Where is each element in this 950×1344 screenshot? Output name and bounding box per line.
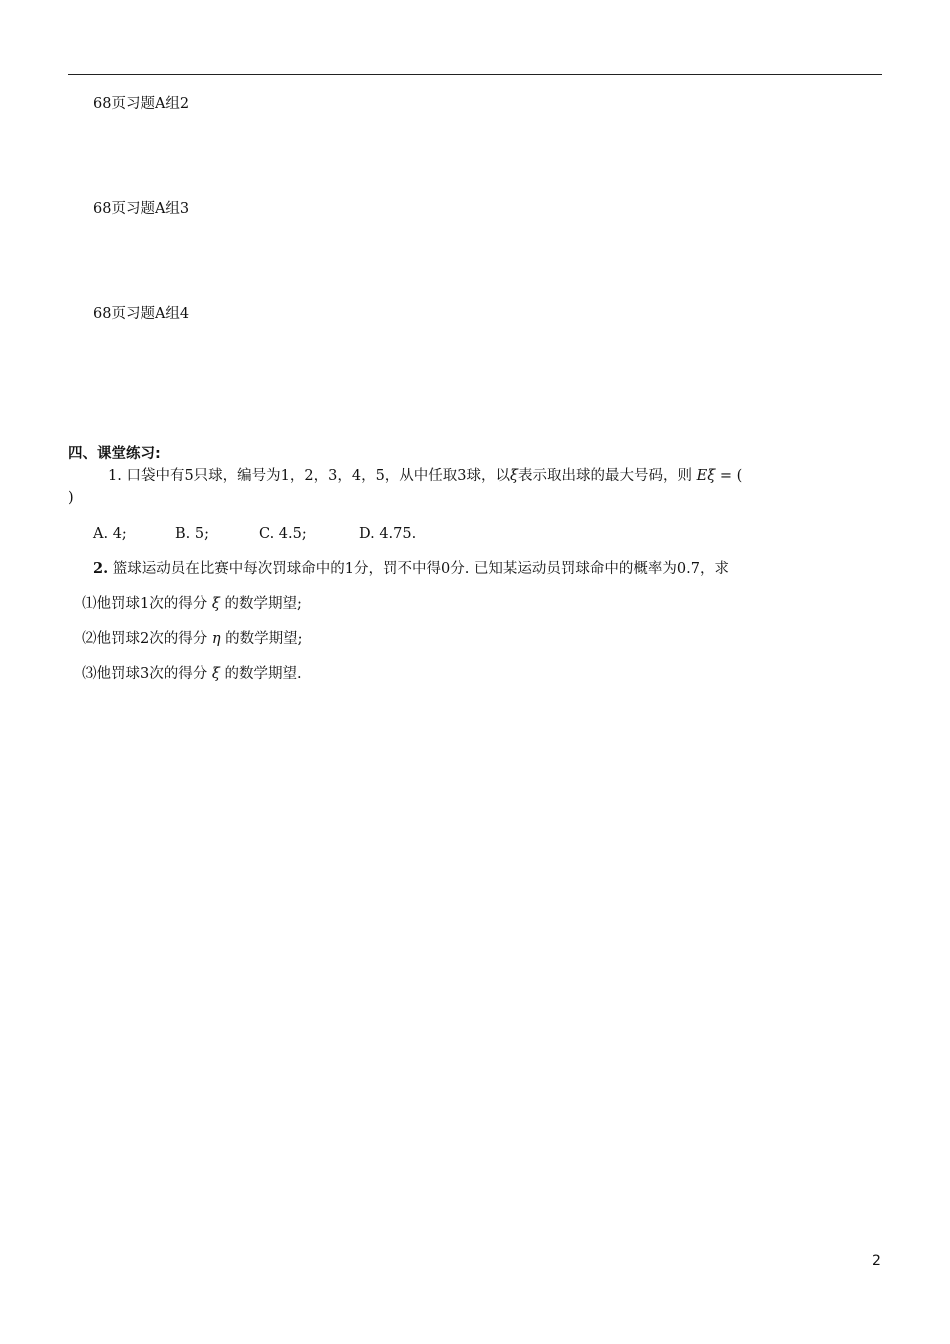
- open-paren: (: [736, 468, 743, 484]
- option-c: C. 4.5;: [259, 526, 307, 542]
- close-paren: ): [68, 490, 74, 506]
- option-a: A. 4;: [93, 526, 127, 542]
- exercise-a2: 68页习题A组2: [93, 96, 190, 112]
- option-b: B. 5;: [175, 526, 209, 542]
- part-2-prefix: ⑵他罚球2次的得分: [82, 631, 208, 647]
- part-3-prefix: ⑶他罚球3次的得分: [82, 666, 208, 682]
- page-number: 2: [872, 1253, 881, 1269]
- question-2-number: 2.: [93, 560, 109, 577]
- question-2-part-3: [82, 664, 302, 684]
- part-1-symbol: ξ: [211, 596, 220, 612]
- part-3-suffix: 的数学期望.: [224, 666, 302, 682]
- part-1-suffix: 的数学期望;: [224, 596, 302, 612]
- part-2-symbol: η: [211, 631, 221, 647]
- exercise-a3: 68页习题A组3: [93, 201, 190, 217]
- header-rule: [68, 74, 882, 75]
- question-2: [93, 559, 729, 579]
- question-2-part-1: [82, 594, 302, 614]
- part-1-prefix: ⑴他罚球1次的得分: [82, 596, 208, 612]
- expectation-symbol: Eξ =: [696, 468, 732, 484]
- exercise-a4: 68页习题A组4: [93, 306, 190, 322]
- section-title: 四、课堂练习:: [68, 446, 161, 462]
- question-1-options: [93, 524, 416, 544]
- option-d: D. 4.75.: [359, 526, 417, 542]
- question-1: [108, 466, 742, 486]
- question-1-stem-mid: 表示取出球的最大号码，则: [518, 468, 693, 484]
- question-2-part-2: [82, 629, 303, 649]
- question-1-stem: 1. 口袋中有5只球，编号为1，2，3，4，5，从中任取3球，以: [108, 468, 511, 484]
- question-2-stem: 篮球运动员在比赛中每次罚球命中的1分，罚不中得0分. 已知某运动员罚球命中的概率为0.7，求: [112, 561, 729, 577]
- xi-symbol: ξ: [510, 468, 519, 484]
- part-2-suffix: 的数学期望;: [225, 631, 303, 647]
- part-3-symbol: ξ: [211, 666, 220, 682]
